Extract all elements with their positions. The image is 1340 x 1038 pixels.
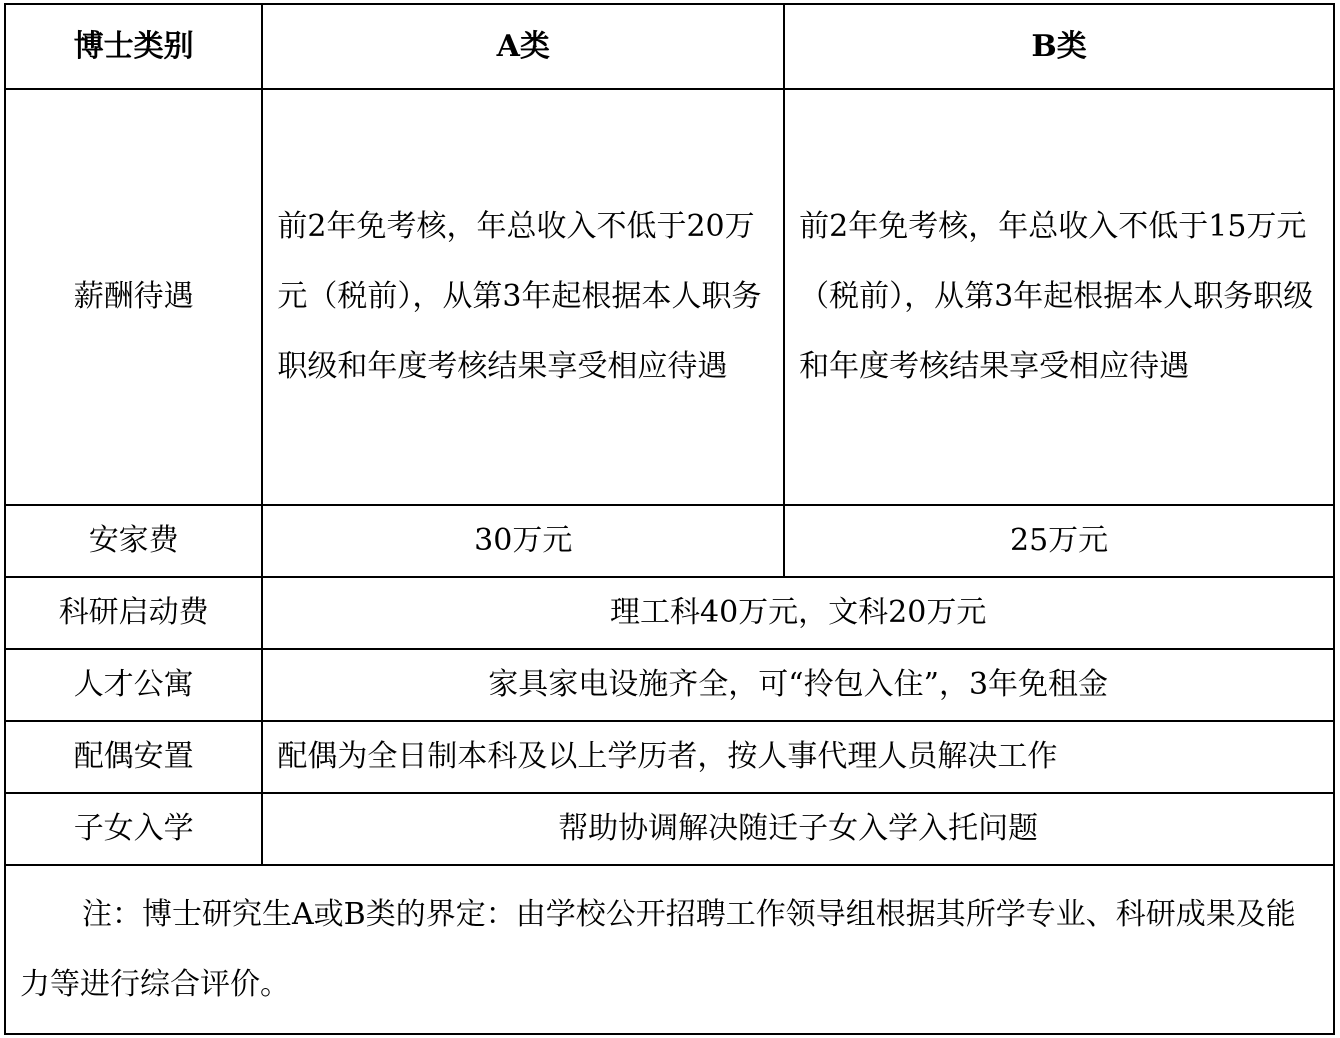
children-row	[5, 793, 1334, 865]
apartment-row	[5, 649, 1334, 721]
settlement-row	[5, 505, 1334, 577]
research-row	[5, 577, 1334, 649]
note-cell	[5, 865, 1334, 1034]
research-label: 科研启动费	[5, 577, 262, 649]
spouse-label: 配偶安置	[5, 721, 262, 793]
settlement-class-a: 30万元	[262, 505, 784, 577]
salary-class-b: 前2年免考核，年总收入不低于15万元（税前），从第3年起根据本人职务职级和年度考核结果享受相应待遇	[784, 89, 1334, 505]
apartment-label: 人才公寓	[5, 649, 262, 721]
header-class-b: B类	[784, 4, 1334, 89]
salary-row	[5, 89, 1334, 505]
spouse-row	[5, 721, 1334, 793]
header-row	[5, 4, 1334, 89]
apartment-value: 家具家电设施齐全，可“拎包入住”，3年免租金	[262, 649, 1334, 721]
children-value: 帮助协调解决随迁子女入学入托问题	[262, 793, 1334, 865]
header-category: 博士类别	[5, 4, 262, 89]
settlement-label: 安家费	[5, 505, 262, 577]
note-row	[5, 865, 1334, 1034]
settlement-class-b: 25万元	[784, 505, 1334, 577]
salary-class-a: 前2年免考核，年总收入不低于20万元（税前），从第3年起根据本人职务职级和年度考核结果享受相应待遇	[262, 89, 784, 505]
note-text: 注：博士研究生A或B类的界定：由学校公开招聘工作领导组根据其所学专业、科研成果及能力等进行综合评价。	[20, 896, 1296, 1002]
salary-label: 薪酬待遇	[5, 89, 262, 505]
children-label: 子女入学	[5, 793, 262, 865]
research-value: 理工科40万元，文科20万元	[262, 577, 1334, 649]
phd-benefits-table	[4, 3, 1335, 1035]
header-class-a: A类	[262, 4, 784, 89]
spouse-value: 配偶为全日制本科及以上学历者，按人事代理人员解决工作	[262, 721, 1334, 793]
